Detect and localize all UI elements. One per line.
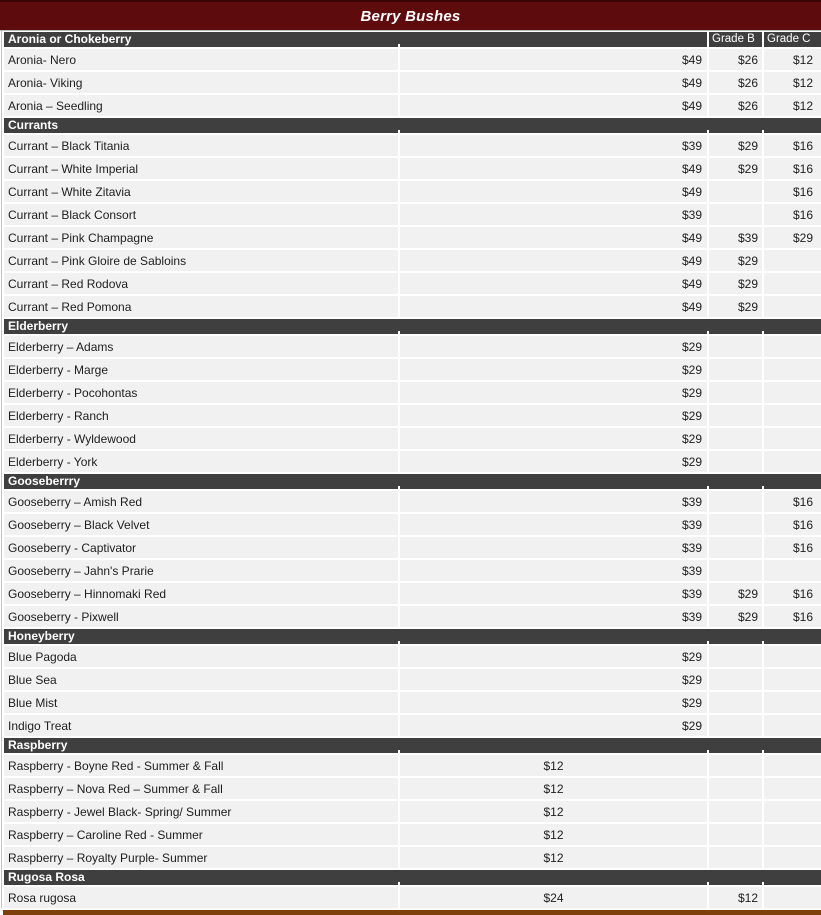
table-row [4,451,821,472]
item-grade-c-price-cell: $12 [764,49,821,70]
item-name-cell: Aronia- Viking [4,72,398,93]
item-price-cell: $29 [400,646,707,667]
section-header [4,32,821,47]
item-grade-c-price-cell: $16 [764,135,821,156]
item-grade-c-price-cell [764,359,821,380]
item-price-cell: $29 [400,336,707,357]
item-name-cell: Raspberry – Nova Red – Summer & Fall [4,778,398,799]
page-title: Berry Bushes [360,7,461,25]
item-grade-c-price-cell [764,646,821,667]
table-section [4,32,821,116]
item-grade-b-price-cell: $29 [709,606,762,627]
item-grade-c-price-cell: $16 [764,158,821,179]
table-section [4,118,821,317]
item-grade-b-price-cell [709,715,762,736]
item-price-cell: $39 [400,537,707,558]
item-grade-b-price-cell [709,801,762,822]
item-grade-c-price-cell [764,887,821,908]
item-name-cell: Rosa rugosa [4,887,398,908]
item-grade-b-price-cell: $26 [709,95,762,116]
table-row [4,824,821,845]
item-name-cell: Gooseberry – Black Velvet [4,514,398,535]
item-grade-c-price-cell [764,692,821,713]
item-price-cell: $29 [400,692,707,713]
item-price-cell: $49 [400,250,707,271]
item-grade-b-price-cell [709,514,762,535]
table-row [4,646,821,667]
price-table [0,32,821,908]
table-row [4,405,821,426]
section-header [4,118,821,133]
item-price-cell: $29 [400,669,707,690]
item-grade-b-price-cell [709,560,762,581]
item-grade-b-price-cell [709,491,762,512]
grade-c-column-header: Grade C [767,33,811,45]
item-grade-b-price-cell [709,537,762,558]
section-title: Rugosa Rosa [8,870,85,884]
table-row [4,49,821,70]
item-grade-c-price-cell [764,560,821,581]
item-name-cell: Currant – White Imperial [4,158,398,179]
item-grade-c-price-cell [764,669,821,690]
section-title: Elderberry [8,319,69,333]
item-grade-c-price-cell [764,250,821,271]
item-price-cell: $49 [400,227,707,248]
table-row [4,606,821,627]
table-row [4,336,821,357]
item-grade-b-price-cell [709,382,762,403]
table-row [4,95,821,116]
item-grade-c-price-cell: $29 [764,227,821,248]
item-price-cell: $39 [400,514,707,535]
item-name-cell: Gooseberry – Amish Red [4,491,398,512]
item-price-cell: $12 [400,755,707,776]
table-row [4,560,821,581]
table-row [4,801,821,822]
table-row [4,273,821,294]
table-row [4,204,821,225]
item-name-cell: Currant – Red Pomona [4,296,398,317]
section-header [4,738,821,753]
item-name-cell: Gooseberry – Hinnomaki Red [4,583,398,604]
table-row [4,755,821,776]
table-section [4,870,821,908]
table-row [4,537,821,558]
item-price-cell: $29 [400,715,707,736]
item-grade-c-price-cell [764,336,821,357]
item-grade-c-price-cell: $16 [764,181,821,202]
item-grade-c-price-cell: $16 [764,514,821,535]
item-grade-b-price-cell: $29 [709,135,762,156]
table-row [4,382,821,403]
table-row [4,181,821,202]
table-row [4,135,821,156]
item-price-cell: $29 [400,451,707,472]
item-name-cell: Gooseberry - Captivator [4,537,398,558]
item-price-cell: $29 [400,382,707,403]
item-grade-c-price-cell [764,273,821,294]
item-grade-b-price-cell [709,451,762,472]
table-row [4,669,821,690]
item-grade-c-price-cell [764,428,821,449]
item-name-cell: Blue Pagoda [4,646,398,667]
item-name-cell: Raspberry – Royalty Purple- Summer [4,847,398,868]
item-grade-c-price-cell [764,451,821,472]
item-grade-b-price-cell: $29 [709,583,762,604]
section-title: Currants [8,118,59,132]
item-grade-b-price-cell: $29 [709,273,762,294]
table-section [4,738,821,868]
item-grade-b-price-cell [709,359,762,380]
table-section [4,319,821,472]
item-grade-b-price-cell [709,336,762,357]
section-title: Raspberry [8,738,68,752]
table-section [4,474,821,627]
item-name-cell: Currant – Red Rodova [4,273,398,294]
item-price-cell: $12 [400,824,707,845]
section-header [4,870,821,885]
table-row [4,514,821,535]
item-grade-b-price-cell [709,778,762,799]
item-grade-b-price-cell: $29 [709,250,762,271]
item-grade-b-price-cell: $26 [709,49,762,70]
item-grade-c-price-cell [764,778,821,799]
table-row [4,296,821,317]
item-grade-c-price-cell: $16 [764,606,821,627]
item-grade-c-price-cell [764,405,821,426]
section-title: Aronia or Chokeberry [8,32,132,46]
item-grade-b-price-cell: $29 [709,158,762,179]
item-name-cell: Elderberry - York [4,451,398,472]
item-name-cell: Blue Mist [4,692,398,713]
item-price-cell: $29 [400,359,707,380]
item-grade-c-price-cell: $16 [764,204,821,225]
table-row [4,692,821,713]
item-grade-c-price-cell: $12 [764,95,821,116]
table-row [4,491,821,512]
item-price-cell: $12 [400,801,707,822]
item-grade-b-price-cell [709,755,762,776]
item-name-cell: Currant – Pink Champagne [4,227,398,248]
section-header [4,474,821,489]
item-grade-c-price-cell [764,755,821,776]
item-grade-c-price-cell [764,847,821,868]
item-name-cell: Gooseberry – Jahn's Prarie [4,560,398,581]
item-name-cell: Raspberry - Jewel Black- Spring/ Summer [4,801,398,822]
section-rows [4,336,821,472]
item-name-cell: Elderberry - Wyldewood [4,428,398,449]
item-name-cell: Currant – Black Titania [4,135,398,156]
item-price-cell: $39 [400,583,707,604]
item-name-cell: Aronia- Nero [4,49,398,70]
item-price-cell: $12 [400,847,707,868]
item-name-cell: Gooseberry - Pixwell [4,606,398,627]
item-price-cell: $49 [400,296,707,317]
table-row [4,847,821,868]
item-price-cell: $49 [400,49,707,70]
item-price-cell: $39 [400,135,707,156]
item-price-cell: $39 [400,491,707,512]
item-grade-b-price-cell [709,181,762,202]
item-price-cell: $24 [400,887,707,908]
item-name-cell: Elderberry - Pocohontas [4,382,398,403]
table-row [4,778,821,799]
item-price-cell: $39 [400,560,707,581]
section-rows [4,49,821,116]
item-name-cell: Indigo Treat [4,715,398,736]
section-rows [4,755,821,868]
section-rows [4,887,821,908]
item-grade-b-price-cell: $39 [709,227,762,248]
section-header [4,629,821,644]
table-section [4,629,821,736]
item-name-cell: Elderberry – Adams [4,336,398,357]
item-grade-c-price-cell: $16 [764,537,821,558]
item-name-cell: Currant – Pink Gloire de Sabloins [4,250,398,271]
item-grade-c-price-cell [764,382,821,403]
item-grade-c-price-cell [764,801,821,822]
grade-b-column-header: Grade B [712,33,755,45]
table-row [4,158,821,179]
item-grade-c-price-cell [764,824,821,845]
section-title: Gooseberrry [8,474,81,488]
table-row [4,887,821,908]
section-rows [4,491,821,627]
item-name-cell: Currant – Black Consort [4,204,398,225]
item-price-cell: $49 [400,181,707,202]
item-grade-b-price-cell: $26 [709,72,762,93]
item-grade-c-price-cell: $16 [764,491,821,512]
item-price-cell: $29 [400,405,707,426]
item-grade-b-price-cell [709,405,762,426]
item-price-cell: $49 [400,158,707,179]
item-grade-b-price-cell [709,204,762,225]
table-row [4,715,821,736]
item-price-cell: $49 [400,72,707,93]
item-price-cell: $39 [400,204,707,225]
table-row [4,227,821,248]
table-row [4,250,821,271]
title-bar [0,0,821,30]
table-row [4,428,821,449]
section-header [4,319,821,334]
table-row [4,359,821,380]
item-name-cell: Elderberry - Ranch [4,405,398,426]
section-rows [4,646,821,736]
item-price-cell: $29 [400,428,707,449]
item-name-cell: Blue Sea [4,669,398,690]
item-grade-b-price-cell: $12 [709,887,762,908]
table-row [4,583,821,604]
bottom-border-bar [3,910,821,915]
item-grade-b-price-cell [709,428,762,449]
item-grade-b-price-cell [709,646,762,667]
item-grade-b-price-cell [709,692,762,713]
item-grade-b-price-cell [709,824,762,845]
item-grade-b-price-cell [709,847,762,868]
item-name-cell: Currant – White Zitavia [4,181,398,202]
item-name-cell: Aronia – Seedling [4,95,398,116]
item-price-cell: $49 [400,273,707,294]
item-name-cell: Raspberry - Boyne Red - Summer & Fall [4,755,398,776]
item-grade-c-price-cell [764,296,821,317]
item-price-cell: $49 [400,95,707,116]
item-grade-b-price-cell [709,669,762,690]
item-grade-c-price-cell [764,715,821,736]
table-row [4,72,821,93]
item-grade-c-price-cell: $12 [764,72,821,93]
item-grade-b-price-cell: $29 [709,296,762,317]
section-rows [4,135,821,317]
item-price-cell: $12 [400,778,707,799]
section-title: Honeyberry [8,629,75,643]
item-name-cell: Raspberry – Caroline Red - Summer [4,824,398,845]
item-name-cell: Elderberry - Marge [4,359,398,380]
item-grade-c-price-cell: $16 [764,583,821,604]
item-price-cell: $39 [400,606,707,627]
